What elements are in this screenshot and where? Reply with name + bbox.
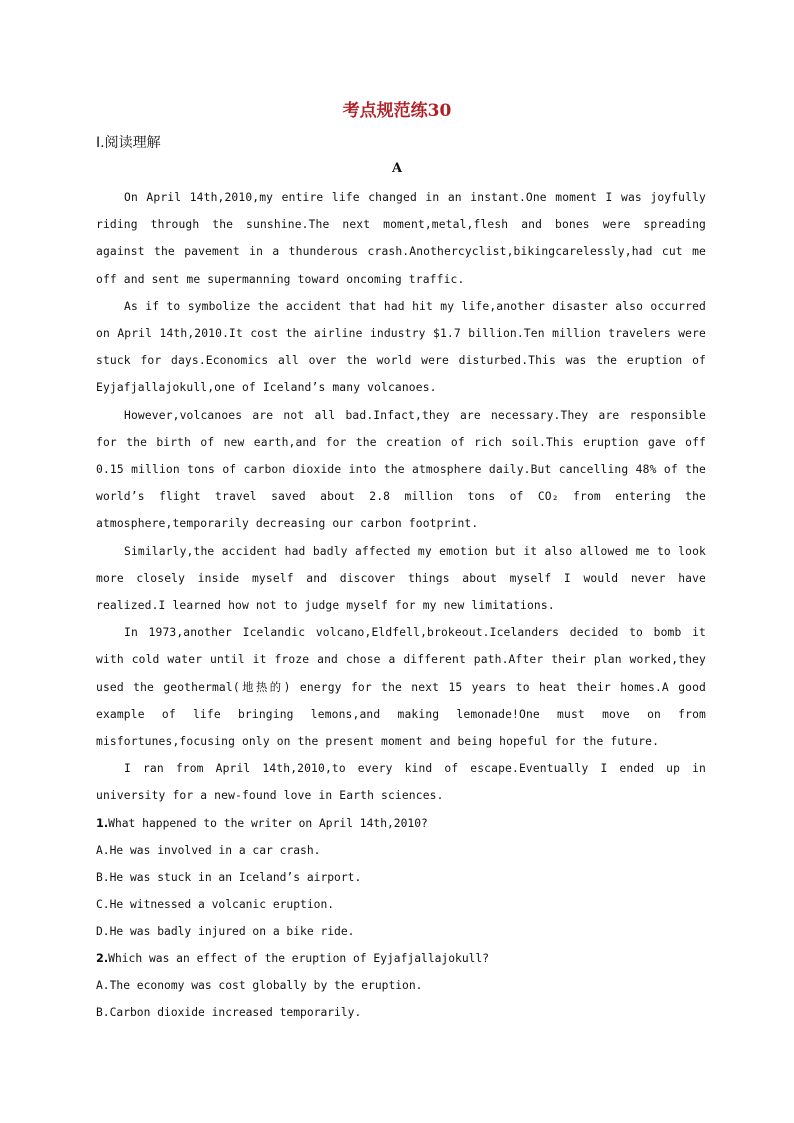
paragraph: On April 14th,2010,my entire life changed in an instant.One moment I was joyfully riding through the sunshine.The next moment,metal,flesh and bones were spreading against the pavement in a thunderous crash.Anothercyclist,bikingcarelessly,had cut me off and sent me supermanning toward oncoming traffic. <box>96 191 706 286</box>
question-text: What happened to the writer on April 14th,2010? <box>108 817 428 830</box>
option-a: A.He was involved in a car crash. <box>96 844 321 857</box>
question-number: 1. <box>96 817 109 830</box>
question-number: 2. <box>96 952 109 965</box>
option-b: B.Carbon dioxide increased temporarily. <box>96 1006 362 1019</box>
passage-body <box>96 184 706 810</box>
passage-label: A <box>391 161 403 176</box>
option-d: D.He was badly injured on a bike ride. <box>96 925 355 938</box>
question-list <box>96 810 706 1026</box>
paragraph: I ran from April 14th,2010,to every kind of escape.Eventually I ended up in university for a new-found love in Earth sciences. <box>96 762 706 803</box>
question-1 <box>96 810 706 837</box>
option-b: B.He was stuck in an Iceland’s airport. <box>96 871 362 884</box>
section-heading: Ⅰ.阅读理解 <box>96 135 161 151</box>
question-text: Which was an effect of the eruption of Eyjafjallajokull? <box>108 952 490 965</box>
question-2 <box>96 945 706 972</box>
paragraph: Similarly,the accident had badly affected my emotion but it also allowed me to look more closely inside myself and discover things about myself I would never have realized.I learned how not to judge myself for my new limitations. <box>96 544 706 613</box>
paragraph: In 1973,another Icelandic volcano,Eldfell,brokeout.Icelanders decided to bomb it with cold water until it froze and chose a different path.After their plan worked,they used the geothermal(地热的) energy for the next 15 years to heat their homes.A good example of life bringing lemons,and making lemonade!One must move on from misfortunes,focusing only on the present moment and being hopeful for the future. <box>96 626 706 749</box>
paragraph: However,volcanoes are not all bad.Infact,they are necessary.They are responsible for the birth of new earth,and for the creation of rich soil.This eruption gave off 0.15 million tons of carbon dioxide into the atmosphere daily.But cancelling 48% of the world’s flight travel saved about 2.8 million tons of CO₂ from entering the atmosphere,temporarily decreasing our carbon footprint. <box>96 408 706 531</box>
option-a: A.The economy was cost globally by the eruption. <box>96 979 423 992</box>
option-c: C.He witnessed a volcanic eruption. <box>96 898 335 911</box>
paragraph: As if to symbolize the accident that had hit my life,another disaster also occurred on April 14th,2010.It cost the airline industry $1.7 billion.Ten million travelers were stuck for days.Economics all over the world were disturbed.This was the eruption of Eyjafjallajokull,one of Iceland’s many volcanoes. <box>96 299 706 395</box>
page-title: 考点规范练30 <box>342 101 452 121</box>
